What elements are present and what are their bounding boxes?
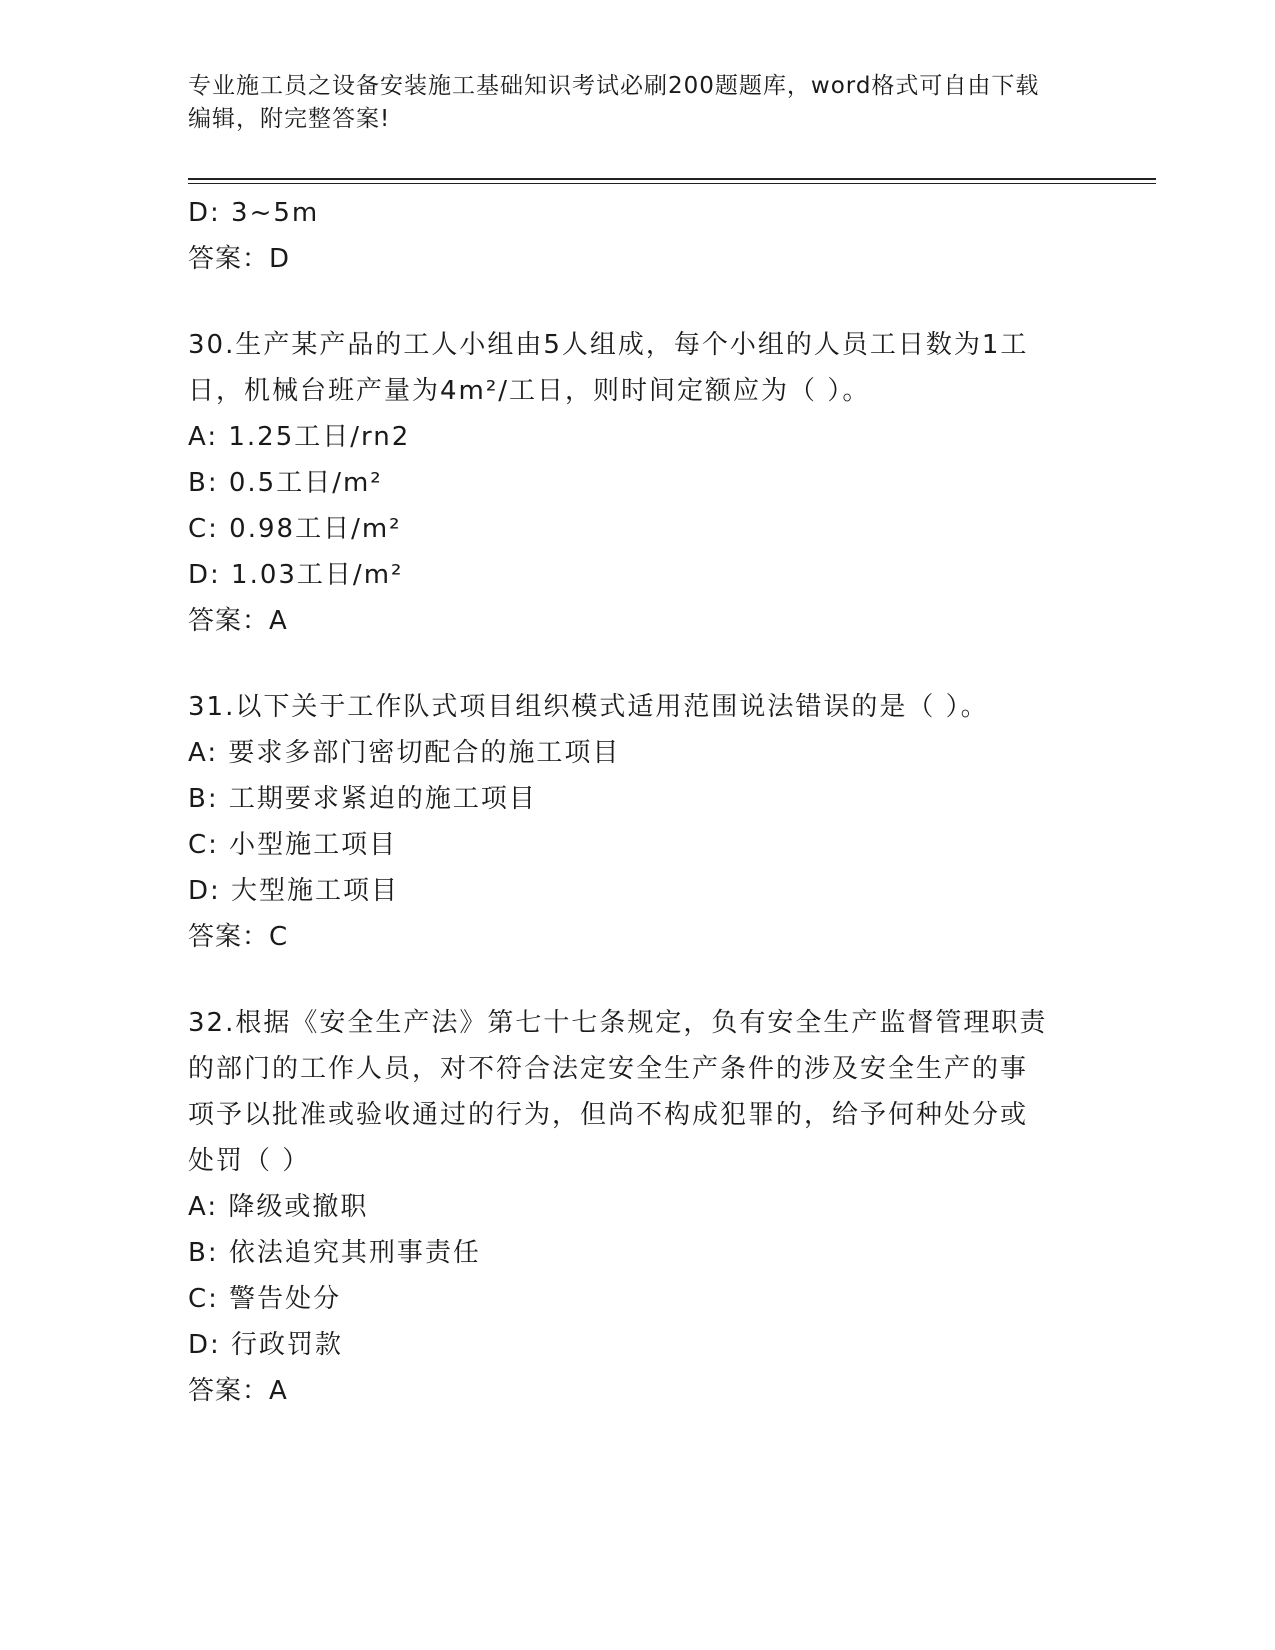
spacer <box>188 960 1088 1000</box>
answer-line: 答案：D <box>188 244 291 274</box>
spacer <box>188 644 1088 684</box>
previous-question-tail <box>188 190 1088 282</box>
option-b: B: 工期要求紧迫的施工项目 <box>188 784 537 814</box>
header-line-2: 编辑，附完整答案! <box>188 106 391 132</box>
option-a: A: 1.25工日/rn2 <box>188 422 411 452</box>
option-a: A: 降级或撤职 <box>188 1192 369 1222</box>
stem-line: 的部门的工作人员，对不符合法定安全生产条件的涉及安全生产的事 <box>188 1054 1029 1084</box>
question-stem <box>188 684 1088 730</box>
stem-line: 项予以批准或验收通过的行为，但尚不构成犯罪的，给予何种处分或 <box>188 1100 1029 1130</box>
answer-line: 答案：C <box>188 922 289 952</box>
stem-line: 日，机械台班产量为4m²/工日，则时间定额应为（ ）。 <box>188 376 871 406</box>
option-d: D: 3~5m <box>188 198 320 228</box>
option-b: B: 0.5工日/m² <box>188 468 383 498</box>
option-a: A: 要求多部门密切配合的施工项目 <box>188 738 621 768</box>
option-c: C: 警告处分 <box>188 1284 342 1314</box>
option-b: B: 依法追究其刑事责任 <box>188 1238 481 1268</box>
stem-line: 处罚（ ） <box>188 1146 311 1176</box>
option-d: D: 大型施工项目 <box>188 876 400 906</box>
option-c: C: 0.98工日/m² <box>188 514 402 544</box>
spacer <box>188 282 1088 322</box>
question-content <box>188 190 1088 1414</box>
option-d: D: 行政罚款 <box>188 1330 344 1360</box>
option-d: D: 1.03工日/m² <box>188 560 404 590</box>
stem-line: 31.以下关于工作队式项目组织模式适用范围说法错误的是（ ）。 <box>188 692 989 722</box>
document-header <box>188 70 1068 136</box>
header-line-1: 专业施工员之设备安装施工基础知识考试必刷200题题库，word格式可自由下载 <box>188 73 1040 99</box>
header-rule-thin <box>188 183 1156 184</box>
question-32 <box>188 1000 1088 1414</box>
header-rule-thick <box>188 178 1156 180</box>
question-30 <box>188 322 1088 644</box>
answer-line: 答案：A <box>188 1376 288 1406</box>
stem-line: 32.根据《安全生产法》第七十七条规定，负有安全生产监督管理职责 <box>188 1008 1048 1038</box>
option-c: C: 小型施工项目 <box>188 830 398 860</box>
question-stem <box>188 322 1088 414</box>
question-31 <box>188 684 1088 960</box>
stem-line: 30.生产某产品的工人小组由5人组成，每个小组的人员工日数为1工 <box>188 330 1029 360</box>
answer-line: 答案：A <box>188 606 288 636</box>
question-stem <box>188 1000 1088 1184</box>
